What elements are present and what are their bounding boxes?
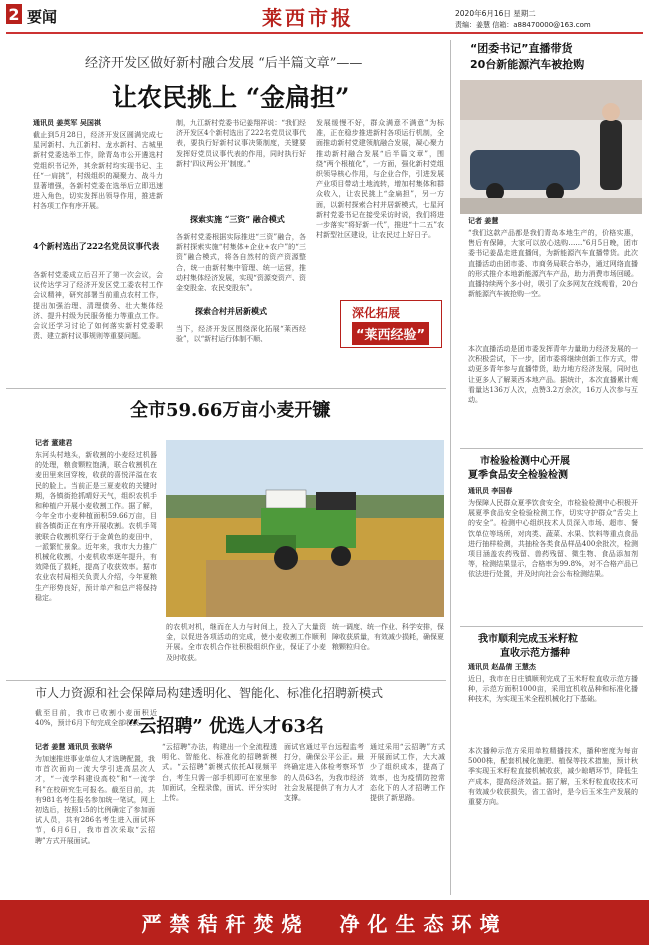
wheat-byline: 记者 董建君 [35,438,73,447]
editor-line: 责编：姜慧 信箱：a88470000@163.com [455,21,591,29]
top-article-byline: 通讯员 姜英军 吴国祺 [33,118,101,127]
top-article-col2: 制，九江新村党委书记姜翔祥说：“我们经济开发区4个新村选出了222名党员议事代表，要执行好新村议事决策制度，关键要发挥好党员议事代表的作用，同时执行好新村‘四议两公开’制度。” [176,119,306,168]
corn-byline: 通讯员 赵晶倩 王慧杰 [468,662,536,671]
corn-text: 近日，我市在日庄镇顺利完成了玉米籽粒直收示范方播种，示范方面积1000亩，采用宜机收品种和标准化播种技术，为实现玉米全程机械化打下基础。 [468,675,638,704]
live-byline: 记者 姜慧 [468,216,499,225]
inspect-text: 为保障人民群众夏季饮食安全，市检验检测中心积极开展夏季食品安全检验检测工作，切实守护群众“舌尖上的安全”。检测中心组织技术人员深入市场、超市、餐饮单位等场所，对肉类、蔬菜、水果、饮料等重点食品进行抽样检测，共抽检各类食品样品400余批次，检测项目涵盖农药残留、兽药残留、微生物、食品添加剂等，检测结果显示，合格率为99.8%，对不合格产品已依法进行处置，并及时向社会公布检测结果。 [468,499,638,579]
wheat-col3: 统一调度、统一作业、科学安排，保障收获质量，有效减少损耗，确保夏粮颗粒归仓。 [332,623,444,652]
top-article-headline: 让农民挑上 “金扁担” [112,83,350,112]
wheat-col1-b: 截至目前，我市已收割小麦面积近40%，预计6月下旬完成全部收获。 [35,709,157,728]
live-headline-line1: “团委书记”直播带货 [470,42,573,55]
section-name: 要闻 [27,8,58,26]
photo-car [470,150,580,190]
live-text2: 本次直播活动是团市委发挥青年力量助力经济发展的一次积极尝试，下一步，团市委将继续创新工作方式，带动更多青年参与直播带货，助力地方经济发展，同时也让更多人了解莱西本地产品。据统计，本次直播累计观看量达136万人次，点赞3.2万余次，16万人次参与互动。 [468,345,638,405]
top-article-col3: 发展缓慢不好，群众满意不满意”为标准，正在稳步推进新村各项运行机制，全面推动新村党建领航融合发展，凝心聚力推动新村融合发展“后半篇文章”，围绕“两个根植化”，一方面，强化新村党组织领导核心作用，与企业合作，引进发展产业项目带动土地流转，增加村集体和群众收入，让农民挑上“金扁担”，另一方面，以新村探索合村并居新模式，七星河新村党委书记在接受采访时说，我们将进一步落实“将好新一代”，推进“十二五”农村新型社区建设，让农民过上好日子。 [316,119,444,240]
recruit-col3: 面试官通过平台远程监考打分，确保公平公正。最终确定进入体检考察环节的人员63名，为我市经济社会发展提供了有力人才支撑。 [284,743,364,803]
banner-text: 严禁秸秆焚烧 净化生态环境 [141,912,508,936]
recruit-col2: “云招聘”办法，构建出一个全流程透明化、智能化、标准化的招聘新模式。“云招聘”新模式依托AI视频平台，考生只需一部手机即可在家里参加面试，全程录像，面试、评分实时上传。 [162,743,277,803]
inspect-headline-line2: 夏季食品安全检验检测 [468,470,568,481]
top-article-col1: 截止到5月28日，经济开发区圆满完成七星河新村、九江新村、龙水新村、古城里新村党委选举工作，除青岛市公开遴选村党组织书记外，其余新村均实现书记、主任“一肩挑”，村级组织的凝聚力、战斗力显著增强，各新村党委在选举后立即迅速进入角色，切实发挥出领导作用，推进新村各项工作有序开展。 [33,131,163,211]
recruit-kicker: 市人力资源和社会保障局构建透明化、智能化、标准化招聘新模式 [35,686,384,700]
divider-right-2 [460,626,643,627]
live-text: “我们这款产品都是我们青岛本地生产的，价格实惠，售后有保障，大家可以放心选购……”6月5日晚，团市委书记姜晶走进直播间，为新能源汽车直播带货。此次直播活动由团市委、市商务局联合举办，通过网络直播的形式推介本地新能源汽车产品，助力消费市场回暖。直播持续两个多小时，吸引了众多网友在线观看，20台新能源汽车被抢购一空。 [468,229,638,299]
divider-vertical [450,40,451,895]
corn-headline-line1: 我市顺利完成玉米籽粒 [478,634,578,645]
corn-headline-line2: 直收示范方播种 [500,648,570,659]
recruit-byline: 记者 姜慧 通讯员 张晓华 [35,742,113,751]
recruit-headline: “云招聘” 优选人才63名 [128,716,325,737]
top-article-subhead2: 探索实施 “三资” 融合模式 [190,214,285,224]
live-headline-line2: 20台新能源汽车被抢购 [470,58,585,71]
top-article-col1-b: 各新村党委成立后召开了第一次会议，会议传达学习了经济开发区党工委农村工作会议精神，研究部署当前重点农村工作，提出加强治理、清理债务、壮大集体经济、提升村级为民服务能力等重点工作。会议还学习讨论了如何落实新村党委职责、建立新村议事规则等重要问题。 [33,271,163,341]
recruit-col1: 为加速推进事业单位人才选聘配置，我市首次面向一流大学引进高层次人才，“一流学科建设高校”和“一流学科”在校研究生可报名。截至目前，共有981名考生报名参加统一笔试，网上初选后，按照1:5的比例确定了参加面试人员，共有286名考生进入面试环节，6月6日，我市首次采取“云招聘”方式开展面试。 [35,755,155,845]
wheat-col2: 的农机对机，继而在人力与时间上，投入了大量资金，以促进各项活动的完成，使小麦收割工作顺利开展。全市农机合作社积极组织作业，保证了小麦及时收获。 [166,623,326,662]
photo-stubble [206,560,444,617]
wheat-col1: 东河头村地头，新收割的小麦经过机器的处理，粮食颗粒饱满，联合收割机在麦田里来回穿梭，收获的喜悦洋溢在农民的脸上。当前正是三夏麦收的关键时期，各镇街抢抓晴好天气，组织农机手和种植户开展小麦收割工作。据了解，今年全市小麦种植面积59.66万亩，目前各镇街正在有序开展收割。农机手驾驶联合收割机穿行于金黄色的麦田中，一派繁忙景象。近年来，我市大力推广机械化收割，小麦机收率逐年提升，有效降低了损耗，提高了收获效率。据市农业农村局相关负责人介绍，今年夏粮生产形势良好，预计单产和总产将保持稳定。 [35,451,157,602]
badge-line1: 深化拓展 [352,306,401,320]
top-article-col2-b: 各新村党委根据实际推进“三资”融合，各新村探索实施“村集体+企业+农户”的“三资”融合模式，将各自然村的资产资源整合，统一由新村集中管理、统一运营，推动村集体经济发展，实现“资源变资产、资金变股金、农民变股东”。 [176,233,306,293]
top-article-kicker: 经济开发区做好新村融合发展 “后半篇文章”—— [85,56,363,71]
wheat-harvest-photo [166,440,444,617]
divider-wheat [6,680,446,681]
paper-name: 莱西市报 [262,6,354,30]
masthead-rule [6,32,643,34]
inspect-byline: 通讯员 李国春 [468,486,513,495]
photo-floor [460,198,642,214]
inspect-headline-line1: 市检验检测中心开展 [480,456,570,467]
divider-top-article [6,388,446,389]
recruit-col4: 通过采用“云招聘”方式开展面试工作，大大减少了组织成本，提高了效率，也为疫情防控常态化下的人才招聘工作提供了新思路。 [370,743,445,803]
corn-text2: 本次播种示范方采用单粒精播技术，播种密度为每亩5000株，配套机械化施肥、植保等技术措施，预计秋季实现玉米籽粒直接机械收获，减少晾晒环节，降低生产成本，提高经济效益。据了解，玉米籽粒直收技术可有效减少收获损失，省工省时，是今后玉米生产发展的重要方向。 [468,747,638,807]
top-article-subhead1: 4个新村选出了222名党员议事代表 [33,241,160,251]
badge-line2: “莱西经验” [352,322,429,345]
photo-presenter [600,120,622,190]
livestream-photo [460,80,642,214]
wheat-headline: 全市59.66万亩小麦开镰 [130,400,331,421]
top-article-subhead3: 探索合村并居新模式 [195,306,267,316]
divider-right-1 [460,448,643,449]
date-line: 2020年6月16日 星期二 [455,9,536,18]
page-number: 2 [8,5,20,24]
top-article-col2-c: 当下，经济开发区围绕深化拓展“莱西经验”，以“新村运行体制不顺、 [176,325,306,344]
